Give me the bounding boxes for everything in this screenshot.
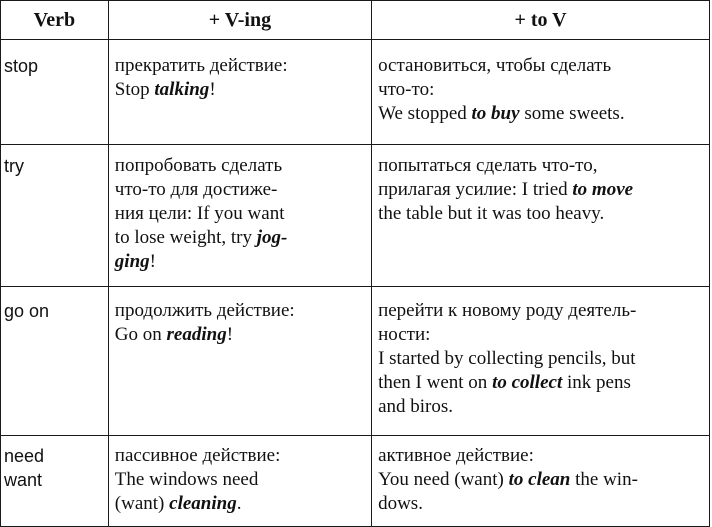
meaning-line: продолжить действие:	[114, 300, 295, 321]
meaning-line: попробовать сделать	[114, 155, 283, 176]
verb-word: try	[4, 156, 24, 176]
example-line: ния цели: If you want	[114, 203, 285, 224]
example-line: You need (want) to clean the win-	[378, 469, 638, 490]
tov-cell	[372, 145, 710, 287]
header-verb: Verb	[1, 1, 109, 40]
example-line: Go on reading!	[114, 324, 234, 345]
meaning-line: перейти к новому роду деятель-	[378, 300, 637, 321]
verb-word: stop	[4, 56, 39, 76]
ving-cell	[108, 436, 371, 527]
meaning-line: ности:	[378, 324, 431, 345]
meaning-line: пассивное действие:	[114, 445, 281, 466]
verb-cell	[1, 40, 109, 145]
ving-cell	[108, 145, 371, 287]
header-row	[1, 1, 710, 40]
example-line: the table but it was too heavy.	[378, 203, 605, 224]
table-row	[1, 436, 710, 527]
meaning-line: остановиться, чтобы сделать	[378, 55, 612, 76]
meaning-line: попытаться сделать что-то,	[378, 155, 598, 176]
verb-word: need	[4, 446, 45, 466]
example-line: dows.	[378, 493, 423, 514]
example-line: Stop talking!	[114, 79, 216, 100]
example-line: I started by collecting pencils, but	[378, 348, 636, 369]
example-line: The windows need	[114, 469, 259, 490]
verb-word: want	[4, 470, 43, 490]
example-line: and biros.	[378, 396, 454, 417]
verb-word: go on	[4, 301, 50, 321]
verb-cell	[1, 436, 109, 527]
example-line: ging!	[114, 251, 156, 272]
tov-cell	[372, 40, 710, 145]
tov-cell	[372, 436, 710, 527]
table-row	[1, 287, 710, 436]
example-line: to lose weight, try jog-	[114, 227, 288, 248]
verb-cell	[1, 287, 109, 436]
meaning-line: что-то:	[378, 79, 435, 100]
ving-cell	[108, 40, 371, 145]
table-row	[1, 145, 710, 287]
ving-cell	[108, 287, 371, 436]
table-row	[1, 40, 710, 145]
verb-cell	[1, 145, 109, 287]
meaning-line: что-то для достиже-	[114, 179, 278, 200]
meaning-line: прекратить действие:	[114, 55, 288, 76]
example-line: We stopped to buy some sweets.	[378, 103, 625, 124]
meaning-line: активное действие:	[378, 445, 534, 466]
example-line: then I went on to collect ink pens	[378, 372, 631, 393]
header-ving: + V-ing	[108, 1, 371, 40]
header-tov: + to V	[372, 1, 710, 40]
example-line: (want) cleaning.	[114, 493, 242, 514]
example-line: прилагая усилие: I tried to move	[378, 179, 634, 200]
tov-cell	[372, 287, 710, 436]
